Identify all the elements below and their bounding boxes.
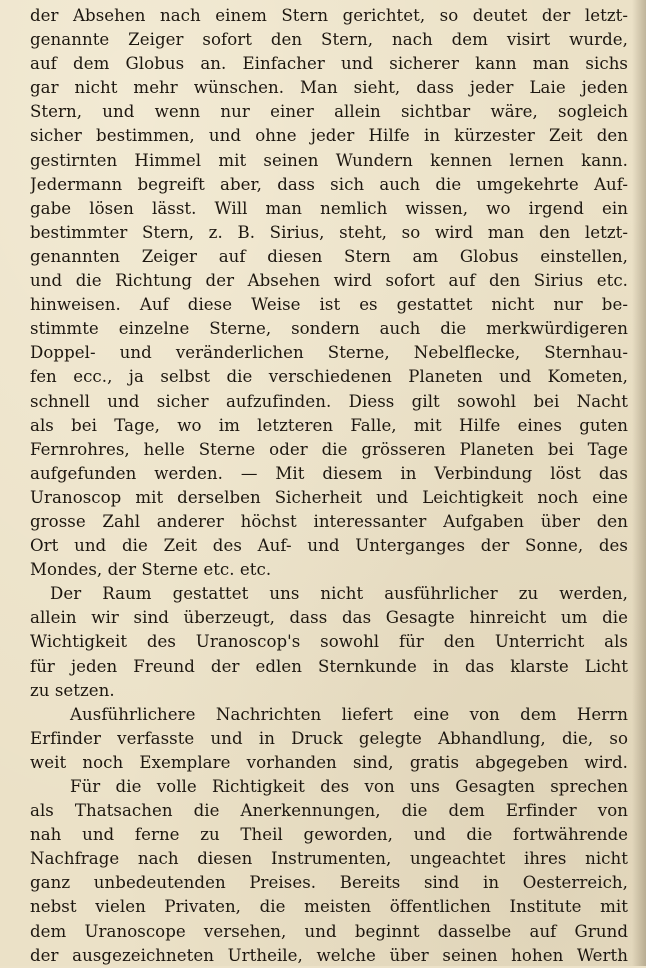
text-line: und die Richtung der Absehen wird sofort auf den Sirius etc. (30, 271, 628, 291)
text-line: bestimmter Stern, z. B. Sirius, steht, so wird man den letzt- (30, 222, 628, 242)
body-text (30, 4, 628, 968)
text-line: auf dem Globus an. Einfacher und sicherer kann man sichs (30, 54, 628, 74)
text-line: Uranoscop mit derselben Sicherheit und Leichtigkeit noch eine (30, 487, 628, 507)
text-line: nebst vielen Privaten, die meisten öffentlichen Institute mit (30, 897, 628, 917)
text-line: weit noch Exemplare vorhanden sind, gratis abgegeben wird. (30, 752, 628, 772)
text-line: Fernrohres, helle Sterne oder die grösseren Planeten bei Tage (30, 439, 628, 459)
text-line: Ausführlichere Nachrichten liefert eine von dem Herrn (70, 704, 628, 724)
text-line: nah und ferne zu Theil geworden, und die fortwährende (30, 825, 628, 845)
text-line: Doppel- und veränderlichen Sterne, Nebelflecke, Sternhau- (30, 343, 628, 363)
text-line: fen ecc., ja selbst die verschiedenen Planeten und Kometen, (30, 367, 628, 387)
text-line: ganz unbedeutenden Preises. Bereits sind in Oesterreich, (30, 873, 628, 893)
text-line: der Absehen nach einem Stern gerichtet, so deutet der letzt- (30, 6, 628, 25)
text-line: genannte Zeiger sofort den Stern, nach dem visirt wurde, (30, 30, 628, 50)
text-line: schnell und sicher aufzufinden. Diess gilt sowohl bei Nacht (30, 391, 628, 411)
text-line: als bei Tage, wo im letzteren Falle, mit Hilfe eines guten (30, 415, 628, 435)
text-line: genannten Zeiger auf diesen Stern am Globus einstellen, (30, 246, 628, 266)
text-line: für jeden Freund der edlen Sternkunde in das klarste Licht (30, 656, 628, 676)
text-line: hinweisen. Auf diese Weise ist es gestattet nicht nur be- (30, 295, 628, 315)
text-line: gar nicht mehr wünschen. Man sieht, dass jeder Laie jeden (30, 78, 628, 98)
text-line: Erfinder verfasste und in Druck gelegte Abhandlung, die, so (30, 728, 628, 748)
text-line: allein wir sind überzeugt, dass das Gesagte hinreicht um die (30, 608, 628, 628)
text-line: Jedermann begreift aber, dass sich auch die umgekehrte Auf- (30, 174, 628, 194)
text-line: gestirnten Himmel mit seinen Wundern kennen lernen kann. (30, 150, 628, 170)
text-line: gabe lösen lässt. Will man nemlich wissen, wo irgend ein (30, 198, 628, 218)
text-line: Wichtigkeit des Uranoscop's sowohl für den Unterricht als (30, 632, 628, 652)
text-line: dem Uranoscope versehen, und beginnt dasselbe auf Grund (30, 921, 628, 941)
text-line: Für die volle Richtigkeit des von uns Gesagten sprechen (70, 777, 628, 796)
text-line: zu setzen. (30, 680, 115, 700)
text-line: Mondes, der Sterne etc. etc. (30, 560, 272, 580)
text-line: stimmte einzelne Sterne, sondern auch die merkwürdigeren (30, 319, 628, 339)
text-line: Stern, und wenn nur einer allein sichtbar wäre, sogleich (30, 102, 628, 122)
page-edge-shadow (632, 0, 646, 966)
text-line: Ort und die Zeit des Auf- und Unterganges der Sonne, des (30, 536, 628, 556)
text-line: sicher bestimmen, und ohne jeder Hilfe in kürzester Zeit den (30, 126, 628, 146)
text-line: Der Raum gestattet uns nicht ausführlicher zu werden, (50, 584, 628, 604)
text-line: der ausgezeichneten Urtheile, welche über seinen hohen Werth (30, 945, 628, 965)
text-line: Nachfrage nach diesen Instrumenten, ungeachtet ihres nicht (30, 849, 628, 869)
text-line: grosse Zahl anderer höchst interessanter Aufgaben über den (30, 511, 628, 531)
text-line: aufgefunden werden. — Mit diesem in Verbindung löst das (30, 463, 628, 483)
text-line: als Thatsachen die Anerkennungen, die dem Erfinder von (30, 801, 628, 821)
